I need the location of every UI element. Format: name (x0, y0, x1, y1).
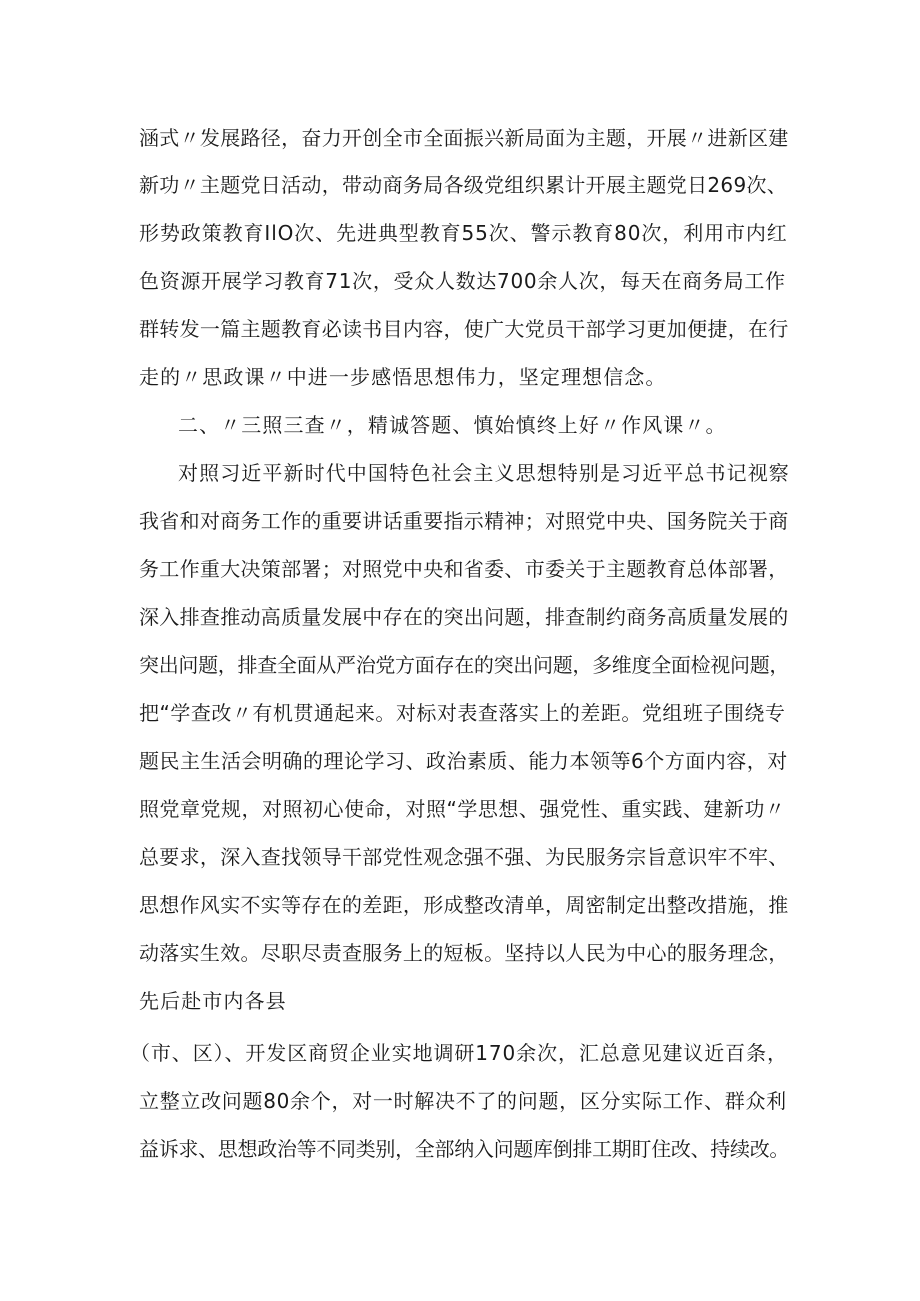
paragraph-3-line-2: 立整立改问题80余个，对一时解决不了的问题，区分实际工作、群众利 (139, 1089, 787, 1113)
paragraph-1-line-2: 新功〃主题党日活动，带动商务局各级党组织累计开展主题党日269次、 (139, 173, 788, 197)
paragraph-3-line-3: 益诉求、思想政治等不同类别，全部纳入问题库倒排工期盯住改、持续改。 (139, 1137, 790, 1161)
paragraph-2-line-3: 务工作重大决策部署；对照党中央和省委、市委关于主题教育总体部署， (139, 557, 789, 581)
paragraph-2-line-6: 把“学查改〃有机贯通起来。对标对表查落实上的差距。党组班子围绕专 (139, 701, 786, 725)
paragraph-2-line-7: 题民主生活会明确的理论学习、政治素质、能力本领等6个方面内容，对 (139, 749, 788, 773)
paragraph-1-line-1: 涵式〃发展路径，奋力开创全市全面振兴新局面为主题，开展〃进新区建 (139, 126, 789, 150)
paragraph-1-line-5: 群转发一篇主题教育必读书目内容，使广大党员干部学习更加便捷，在行 (139, 317, 789, 341)
paragraph-1-line-4: 色资源开展学习教育71次，受众人数达700余人次，每天在商务局工作 (139, 269, 786, 293)
paragraph-2-line-10: 思想作风实不实等存在的差距，形成整改清单，周密制定出整改措施，推 (139, 893, 789, 917)
paragraph-3-line-1: （市、区）、开发区商贸企业实地调研170余次，汇总意见建议近百条， (130, 1041, 788, 1065)
paragraph-2-line-8: 照党章党规，对照初心使命，对照“学思想、强党性、重实践、建新功〃 (139, 797, 786, 821)
paragraph-2-line-2: 我省和对商务工作的重要讲话重要指示精神；对照党中央、国务院关于商 (139, 509, 789, 533)
paragraph-2-line-11: 动落实生效。尽职尽责查服务上的短板。坚持以人民为中心的服务理念， (139, 941, 789, 965)
paragraph-2-line-4: 深入排查推动高质量发展中存在的突出问题，排查制约商务高质量发展的 (139, 605, 789, 629)
paragraph-2-line-1: 对照习近平新时代中国特色社会主义思想特别是习近平总书记视察 (178, 461, 790, 485)
paragraph-2-line-12: 先后赴市内各县 (139, 989, 287, 1013)
paragraph-2-line-9: 总要求，深入查找领导干部党性观念强不强、为民服务宗旨意识牢不牢、 (139, 845, 789, 869)
section-heading-2: 二、〃三照三查〃，精诚答题、慎始慎终上好〃作风课〃。 (178, 413, 727, 437)
paragraph-2-line-5: 突出问题，排查全面从严治党方面存在的突出问题，多维度全面检视问题， (139, 653, 790, 677)
paragraph-1-line-6: 走的〃思政课〃中进一步感悟思想伟力，坚定理想信念。 (139, 365, 667, 389)
paragraph-1-line-3: 形势政策教育IlO次、先进典型教育55次、警示教育80次，利用市内红 (139, 221, 788, 245)
